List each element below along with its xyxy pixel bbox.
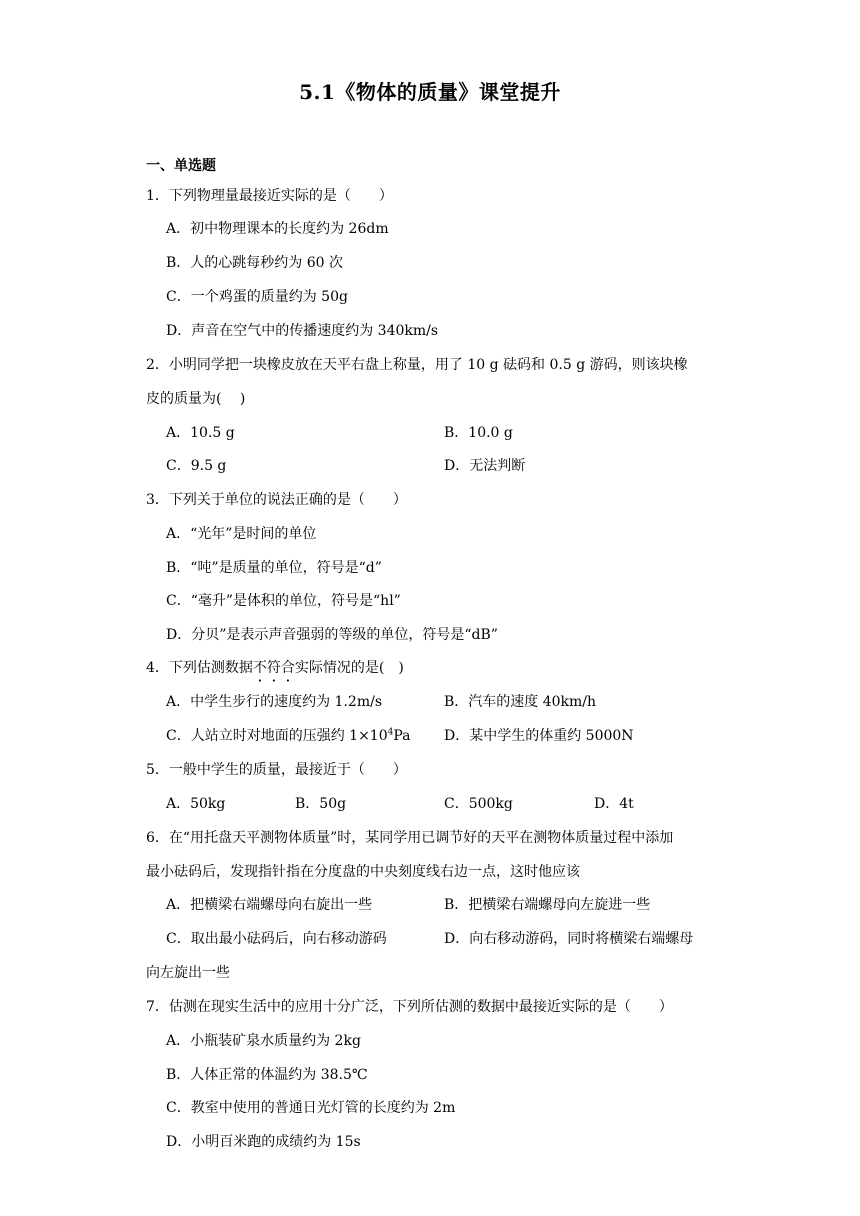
question-1-option-d: D．声音在空气中的传播速度约为 340km/s — [166, 323, 439, 339]
question-7-option-d: D．小明百米跑的成绩约为 15s — [166, 1134, 361, 1150]
emphasis-char-1: 不 — [252, 660, 267, 676]
question-4-stem — [146, 658, 404, 678]
question-3-option-a: A．“光年”是时间的单位 — [166, 526, 317, 542]
question-3-option-d: D．分贝”是表示声音强弱的等级的单位，符号是“dB” — [166, 627, 498, 643]
question-1-option-c: C．一个鸡蛋的质量约为 50g — [166, 289, 348, 305]
question-2-stem-line-1: 2．小明同学把一块橡皮放在天平右盘上称量，用了 10 g 砝码和 0.5 g 游码，则该块橡 — [146, 357, 688, 373]
question-5-option-a: A．50kg — [166, 796, 226, 812]
question-7-option-c: C．教室中使用的普通日光灯管的长度约为 2m — [166, 1100, 456, 1116]
question-1-option-a: A．初中物理课本的长度约为 26dm — [166, 221, 389, 237]
question-7-option-b: B．人体正常的体温约为 38.5℃ — [166, 1067, 368, 1083]
question-4-option-a: A．中学生步行的速度约为 1.2m/s — [166, 694, 383, 710]
question-4-option-b: B．汽车的速度 40km/h — [444, 694, 597, 710]
emphasis-char-3: 合 — [280, 660, 295, 676]
question-2-option-b: B．10.0 g — [444, 425, 513, 441]
question-2-stem-line-2: 皮的质量为( ) — [146, 391, 246, 407]
question-6-option-b: B．把横梁右端螺母向左旋进一些 — [444, 897, 651, 913]
question-4-option-c-text: C．人站立时对地面的压强约 1×10 — [166, 728, 388, 744]
question-4-option-c — [166, 726, 411, 746]
question-5-option-c: C．500kg — [444, 796, 513, 812]
question-2-option-d: D．无法判断 — [444, 458, 526, 474]
question-6-option-c: C．取出最小砝码后，向右移动游码 — [166, 931, 387, 947]
page-title: 5.1《物体的质量》课堂提升 — [299, 80, 561, 104]
question-6-stem-line-1: 6．在“用托盘天平测物体质量”时，某同学用已调节好的天平在测物体质量过程中添加 — [146, 830, 674, 846]
section-heading: 一、单选题 — [146, 158, 216, 174]
emphasis-char-2: 符 — [266, 660, 281, 676]
question-5-option-d: D．4t — [594, 796, 634, 812]
question-6-option-d-line-2: 向左旋出一些 — [146, 965, 230, 981]
question-4-option-d: D．某中学生的体重约 5000N — [444, 728, 634, 744]
question-3-stem: 3．下列关于单位的说法正确的是（ ） — [146, 492, 407, 508]
exponent: 4 — [387, 727, 394, 738]
question-1-stem: 1．下列物理量最接近实际的是（ ） — [146, 188, 393, 204]
question-4-stem-suffix: 实际情况的是( ) — [294, 660, 404, 676]
question-2-option-c: C．9.5 g — [166, 458, 227, 474]
question-4-stem-prefix: 4．下列估测数据 — [146, 660, 253, 676]
question-6-stem-line-2: 最小砝码后，发现指针指在分度盘的中央刻度线右边一点，这时他应该 — [146, 864, 580, 880]
question-3-option-b: B．“吨”是质量的单位，符号是“d” — [166, 560, 382, 576]
question-7-stem: 7．估测在现实生活中的应用十分广泛，下列所估测的数据中最接近实际的是（ ） — [146, 999, 673, 1015]
question-6-option-d-line-1: D．向右移动游码，同时将横梁右端螺母 — [444, 931, 694, 947]
question-5-option-b: B．50g — [295, 796, 347, 812]
question-4-option-c-unit: Pa — [393, 728, 411, 744]
question-1-option-b: B．人的心跳每秒约为 60 次 — [166, 255, 344, 271]
question-2-option-a: A．10.5 g — [166, 425, 235, 441]
question-5-stem: 5．一般中学生的质量，最接近于（ ） — [146, 762, 407, 778]
question-7-option-a: A．小瓶装矿泉水质量约为 2kg — [166, 1033, 361, 1049]
question-6-option-a: A．把横梁右端螺母向右旋出一些 — [166, 897, 373, 913]
question-3-option-c: C．“毫升”是体积的单位，符号是“hl” — [166, 593, 401, 609]
